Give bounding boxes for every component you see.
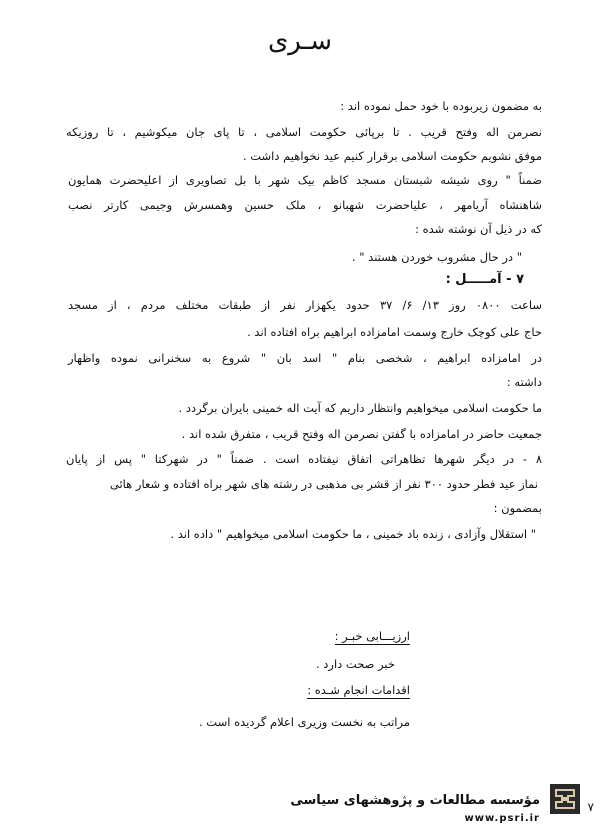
assessment-heading bbox=[335, 628, 410, 644]
body-line-15: ۸ - در دیگر شهرها تظاهراتی اتفاق نیفتاده است . ضمناً " در شهرکتا " پس از پایان bbox=[66, 452, 542, 466]
body-line-11: در امامزاده ابراهیم ، شخصی بنام " اسد بان " شروع به سخنرانی نموده واظهار bbox=[68, 351, 542, 365]
document-title: سـرى bbox=[267, 26, 333, 56]
assessment-heading-text: ارزیـــابی خبـر : bbox=[334, 629, 410, 643]
assessment-text: خبر صحت دارد . bbox=[315, 657, 395, 671]
body-line-17: بمضمون : bbox=[493, 501, 542, 515]
body-line-2: نصرمن اله وفتح قریب . تا برپائی حکومت اسلامی ، تا پای جان میکوشیم ، تا روزیکه bbox=[66, 125, 542, 139]
body-line-4: ضمناً " روی شیشه شبستان مسجد کاظم بیک شهر با بل تصاویری از اعلیحضرت همایون bbox=[68, 173, 542, 187]
body-line-12: داشته : bbox=[506, 375, 542, 389]
section-7-heading: ۷ - آمـــــل : bbox=[445, 272, 524, 287]
psri-logo-icon bbox=[550, 784, 580, 814]
institute-url: www.psri.ir bbox=[464, 813, 540, 824]
actions-heading-text: اقدامات انجام شـده : bbox=[307, 683, 410, 697]
body-line-16: نماز عید فطر حدود ۳۰۰ نفر از قشر بی مذهبی در رشته های شهر براه افتاده و شعار هائی bbox=[109, 477, 538, 491]
page-number: ۷ bbox=[587, 800, 594, 814]
actions-text: مراتب به نخست وزیری اعلام گردیده است . bbox=[199, 715, 410, 729]
body-line-13: ما حکومت اسلامی میخواهیم وانتظار داریم که آیت اله خمینی بایران برگردد . bbox=[178, 401, 542, 415]
body-line-6: که در ذیل آن نوشته شده : bbox=[415, 222, 542, 236]
body-line-5: شاهنشاه آریامهر ، علیاحضرت شهبانو ، ملک حسین وهمسرش وجیمی کارتر نصب bbox=[68, 198, 542, 212]
body-line-1: به مضمون زیربوده با خود حمل نموده اند : bbox=[340, 99, 542, 113]
institute-name: مؤسسه مطالعات و پژوهشهای سیاسی bbox=[290, 793, 540, 808]
actions-heading bbox=[307, 682, 410, 698]
body-line-7: " در حال مشروب خوردن هستند " . bbox=[351, 250, 522, 264]
body-line-3: موفق نشویم حکومت اسلامی برقرار کنیم عید نخواهیم داشت . bbox=[242, 149, 542, 163]
body-line-9: ساعت ۰۸۰۰ روز ۱۳/ ۶/ ۳۷ حدود یکهزار نفر از طبقات مختلف مردم ، از مسجد bbox=[68, 298, 543, 312]
body-line-14: جمعیت حاضر در امامزاده با گفتن نصرمن اله وفتح قریب ، متفرق شده اند . bbox=[181, 427, 542, 441]
body-line-18: " استقلال وآزادی ، زنده باد خمینی ، ما حکومت اسلامی میخواهیم " داده اند . bbox=[170, 527, 536, 541]
body-line-10: حاج علی کوچک خارج وسمت امامزاده ابراهیم براه افتاده اند . bbox=[247, 325, 542, 339]
